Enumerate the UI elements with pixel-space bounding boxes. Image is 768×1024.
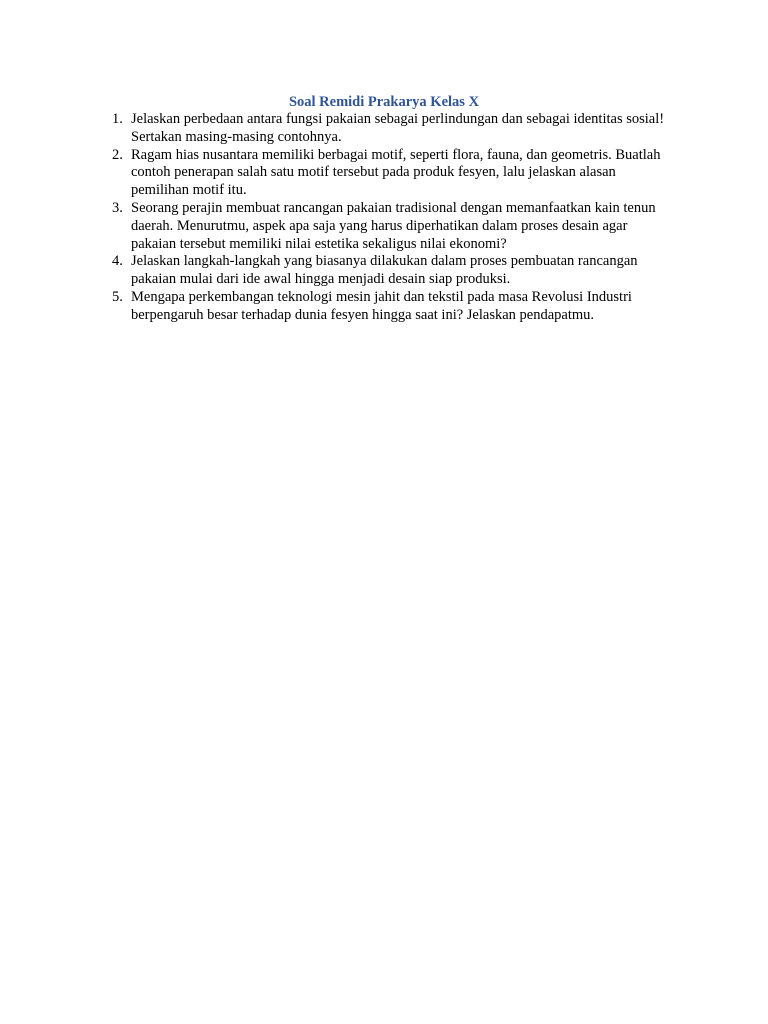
question-item-1 — [112, 111, 671, 147]
question-list — [112, 111, 671, 325]
question-text: Jelaskan perbedaan antara fungsi pakaian sebagai perlindungan dan sebagai identitas sosial! Sertakan masing-masing contohnya. — [131, 111, 665, 145]
question-number: 4. — [112, 253, 123, 270]
question-item-3 — [112, 199, 671, 253]
question-text: Seorang perajin membuat rancangan pakaian tradisional dengan memanfaatkan kain tenun daerah. Menurutmu, aspek apa saja yang harus diperhatikan dalam proses desain agar pakaian tersebut memiliki nilai estetika sekaligus nilai ekonomi? — [131, 199, 656, 252]
question-number: 1. — [112, 111, 123, 127]
question-item-2 — [112, 146, 671, 200]
question-text: Jelaskan langkah-langkah yang biasanya dilakukan dalam proses pembuatan rancangan pakaian mulai dari ide awal hingga menjadi desain siap produksi. — [131, 253, 638, 288]
document-title: Soal Remidi Prakarya Kelas X — [288, 94, 480, 110]
question-item-5 — [112, 288, 671, 325]
question-item-4 — [112, 253, 671, 289]
question-number: 2. — [112, 146, 123, 163]
question-number: 5. — [112, 288, 123, 305]
question-number: 3. — [112, 199, 123, 216]
question-text: Ragam hias nusantara memiliki berbagai motif, seperti flora, fauna, dan geometris. Buatlah contoh penerapan salah satu motif tersebut pada produk fesyen, lalu jelaskan alasan pemilihan motif itu. — [131, 146, 661, 199]
question-text: Mengapa perkembangan teknologi mesin jahit dan tekstil pada masa Revolusi Industri berpengaruh besar terhadap dunia fesyen hingga saat ini? Jelaskan pendapatmu. — [131, 288, 632, 323]
